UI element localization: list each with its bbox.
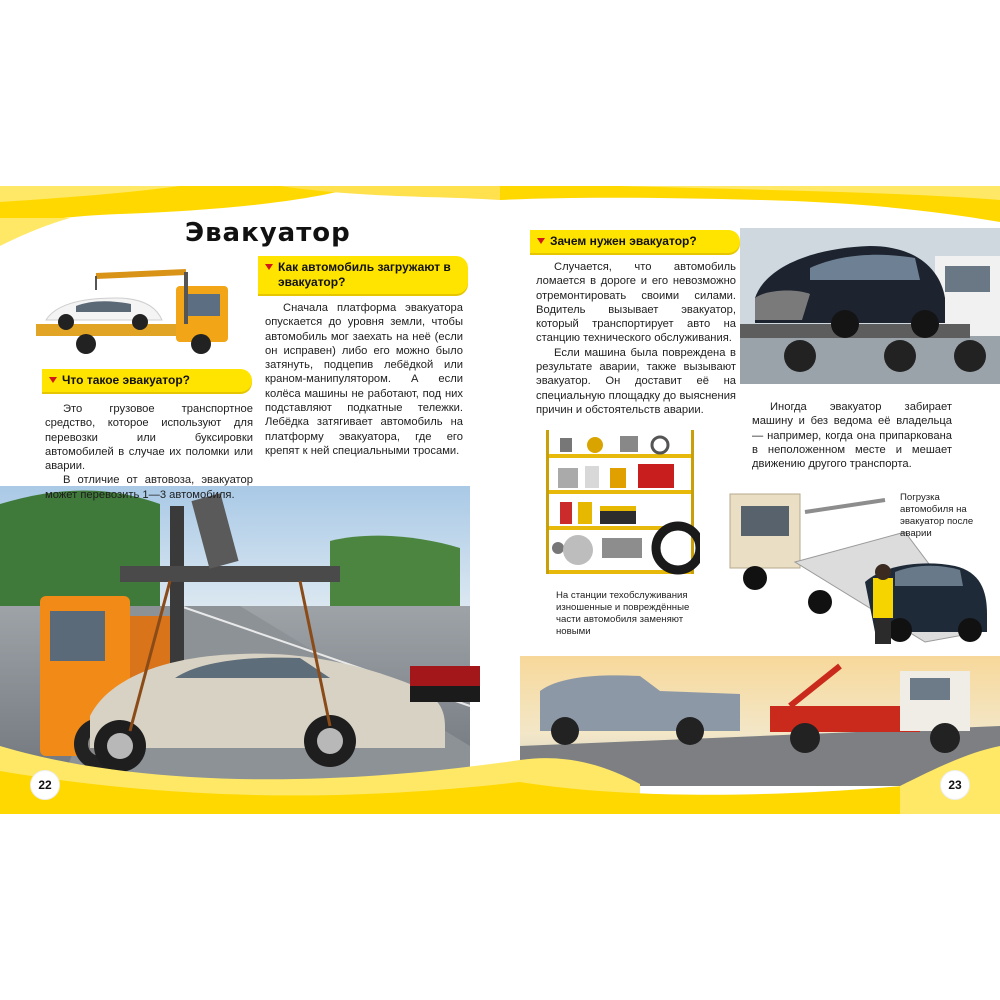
page-number-left: 22: [30, 770, 60, 800]
paragraph: В отличие от автовоза, эвакуатор может перевозить 1—3 автомобиля.: [45, 474, 253, 501]
question-marker-icon: [49, 377, 57, 383]
page-title: Эвакуатор: [185, 218, 351, 248]
paragraph: Случается, что автомобиль ломается в дороге и его невозможно отремонтировать своими силами. Водитель вызывает эвакуатор, который транспортирует авто на станцию технического обслуживания.: [536, 261, 736, 345]
question-label: Что такое эвакуатор?: [62, 373, 190, 387]
paragraph: Если машина была повреждена в результате аварии, также вызывают эвакуатор. Он доставит её на специальную площадку до выяснения причин и обстоятельств аварии.: [536, 346, 736, 416]
tow-truck-illustration: [36, 254, 236, 360]
question-marker-icon: [537, 238, 545, 244]
question-banner-what-is: [42, 369, 252, 392]
loading-caption: Погрузка автомобиля на эвакуатор после аварии: [900, 492, 974, 539]
damaged-car-photo: [740, 228, 1000, 384]
parts-caption: На станции техобслуживания изношенные и повреждённые части автомобиля заменяют новыми: [556, 590, 690, 637]
paragraph: Это грузовое транспортное средство, которое используют для перевозки или буксировки автомобилей в случае их поломки или аварии.: [45, 403, 253, 473]
question-label: Зачем нужен эвакуатор?: [550, 234, 697, 248]
question-banner-how-loaded: [258, 256, 468, 294]
question-banner-why-needed: [530, 230, 740, 253]
why-needed-paragraph: [536, 260, 736, 417]
side-paragraph: [752, 400, 952, 471]
question-label: Как автомобиль загружают в эвакуатор?: [278, 260, 451, 289]
how-loaded-paragraph: [265, 301, 463, 458]
what-is-paragraph: [45, 402, 253, 502]
question-marker-icon: [265, 264, 273, 270]
auto-parts-shelf: [540, 430, 700, 578]
paragraph: Сначала платформа эвакуатора опускается до уровня земли, чтобы автомобиль мог заехать на неё (если он исправен) либо его можно было затянуть, подцепив лебёдкой или краном-манипулятором. А если колёса машины не работают, под них подставляют подкатные тележки. Лебёдка затягивает автомобиль на платформу эвакуатора, где его крепят к ней специальными тросами.: [265, 302, 463, 457]
book-spread: [0, 186, 1000, 814]
page-number-right: 23: [940, 770, 970, 800]
paragraph: Иногда эвакуатор забирает машину и без ведома её владельца — например, когда она припаркована в неположенном месте и мешает движению другого транспорта.: [752, 401, 952, 471]
